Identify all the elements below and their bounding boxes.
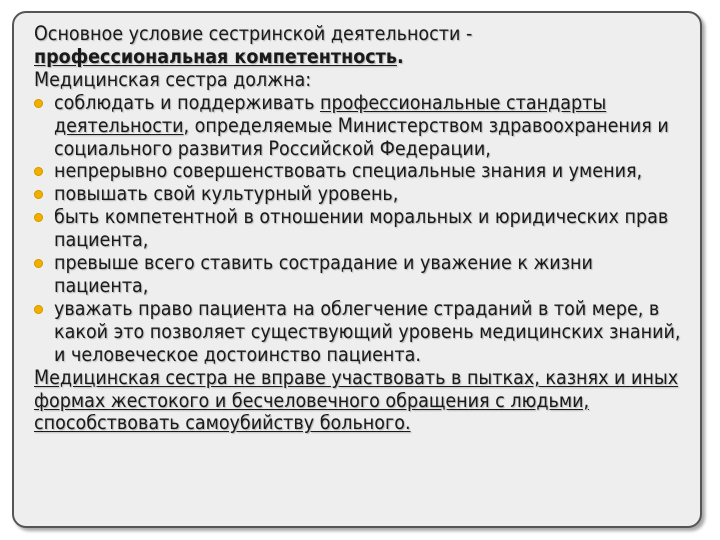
competence-period: . <box>396 44 404 68</box>
list-item-text: уважать право пациента на облегчение страданий в той мере, в какой это позволяет существующий уровень медицинских знаний, и человеческое достоинство пациента. <box>54 296 681 366</box>
list-item-text: превыше всего ставить сострадание и уважение к жизни пациента, <box>54 251 593 297</box>
bullet-icon <box>34 259 43 268</box>
bullet-icon <box>34 167 43 176</box>
list-item <box>34 92 684 161</box>
bullet-icon <box>34 305 43 314</box>
closing-statement: Медицинская сестра не вправе участвовать в пытках, казнях и иных формах жестокого и бесчеловечного обращения с людьми, способствовать самоубийству больного. <box>34 365 679 435</box>
list-item <box>34 298 684 367</box>
lead-text: Медицинская сестра должна: <box>34 67 312 91</box>
list-item <box>34 206 684 252</box>
bullet-icon <box>34 213 43 222</box>
list-item-text: непрерывно совершенствовать специальные знания и умения, <box>54 159 643 183</box>
competence-term: профессиональная компетентность <box>34 44 397 68</box>
list-item-text: повышать свой культурный уровень, <box>54 182 399 206</box>
bullet-icon <box>34 99 43 108</box>
intro-paragraph <box>34 23 684 69</box>
list-item-text: быть компетентной в отношении моральных и юридических прав пациента, <box>54 205 669 252</box>
intro-text: Основное условие сестринской деятельности - <box>34 22 473 45</box>
bullet-icon <box>34 190 43 199</box>
standards-link[interactable]: профессиональные стандарты деятельности <box>54 90 607 137</box>
list-item <box>34 252 684 298</box>
list-item-pre: соблюдать и поддерживать <box>54 90 320 114</box>
duties-list <box>34 92 684 367</box>
list-item-post: , определяемые Министерством здравоохранения и социального развития Российской Федерации, <box>54 113 669 160</box>
list-item <box>34 183 684 206</box>
slide-content <box>34 23 684 435</box>
list-item <box>34 160 684 183</box>
